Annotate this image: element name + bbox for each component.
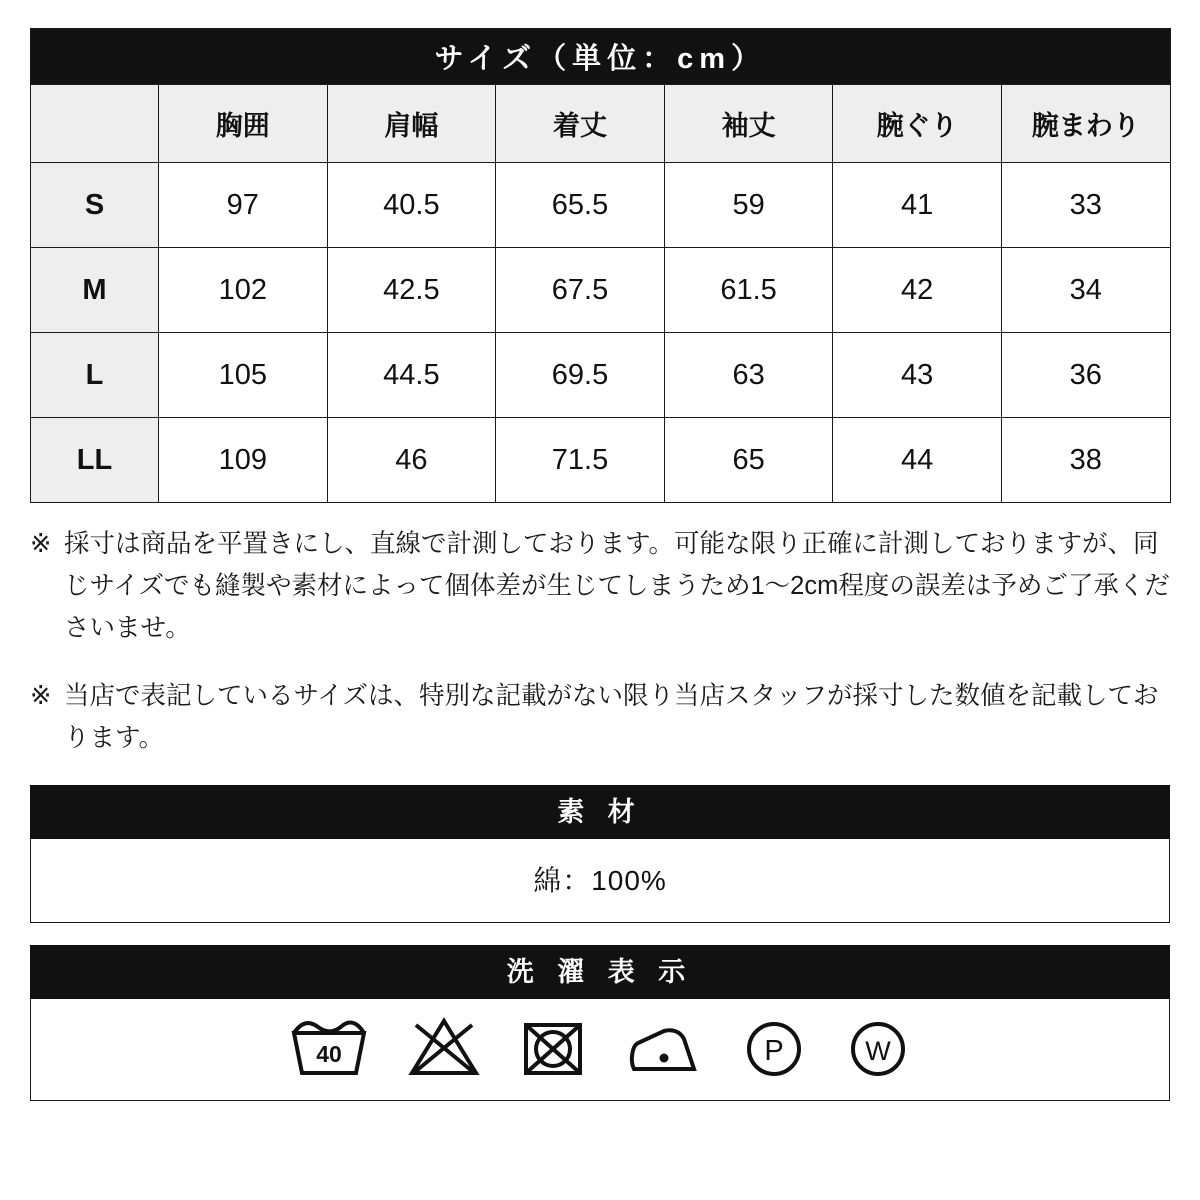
size-table-corner-cell xyxy=(31,85,159,163)
cell-s-shoulder: 40.5 xyxy=(327,163,496,248)
cell-m-sleeve: 61.5 xyxy=(664,248,833,333)
wash-tub-40-icon xyxy=(288,1013,370,1086)
table-row xyxy=(31,163,1171,248)
note-measurement xyxy=(30,523,1170,649)
cell-m-armhole: 42 xyxy=(833,248,1002,333)
size-table-title-row xyxy=(31,29,1171,85)
column-header-length: 着丈 xyxy=(496,85,665,163)
cell-s-length: 65.5 xyxy=(496,163,665,248)
size-table xyxy=(30,28,1171,503)
cell-ll-shoulder: 46 xyxy=(327,418,496,503)
svg-text:40: 40 xyxy=(316,1041,342,1068)
note-mark: ※ xyxy=(30,530,52,558)
table-row xyxy=(31,248,1171,333)
cell-s-armhole: 41 xyxy=(833,163,1002,248)
wetclean-w-icon xyxy=(844,1013,912,1086)
wash-banner: 洗 濯 表 示 xyxy=(30,945,1170,999)
table-row xyxy=(31,333,1171,418)
cell-ll-arm: 38 xyxy=(1001,418,1170,503)
measurement-notes xyxy=(30,523,1170,759)
cell-s-bust: 97 xyxy=(159,163,328,248)
wash-icon-row xyxy=(30,999,1170,1101)
cell-s-arm: 33 xyxy=(1001,163,1170,248)
row-label-ll: LL xyxy=(31,418,159,503)
no-tumble-dry-icon xyxy=(518,1013,588,1086)
size-table-title: サイズ（単位：cm） xyxy=(31,29,1171,85)
column-header-arm-circumference: 腕まわり xyxy=(1001,85,1170,163)
size-table-header-row xyxy=(31,85,1171,163)
material-value: 綿：100% xyxy=(30,839,1170,923)
note-text: 当店で表記しているサイズは、特別な記載がない限り当店スタッフが採寸した数値を記載しております。 xyxy=(64,682,1159,753)
note-staff-measured xyxy=(30,675,1170,759)
cell-ll-armhole: 44 xyxy=(833,418,1002,503)
column-header-armhole: 腕ぐり xyxy=(833,85,1002,163)
material-section xyxy=(30,785,1170,923)
iron-low-icon xyxy=(624,1013,704,1086)
note-text: 採寸は商品を平置きにし、直線で計測しております。可能な限り正確に計測しておりますが、同じサイズでも縫製や素材によって個体差が生じてしまうため1〜2cm程度の誤差は予めご了承くださいませ。 xyxy=(64,530,1170,643)
row-label-s: S xyxy=(31,163,159,248)
cell-ll-sleeve: 65 xyxy=(664,418,833,503)
svg-text:P: P xyxy=(764,1035,784,1068)
cell-ll-length: 71.5 xyxy=(496,418,665,503)
row-label-l: L xyxy=(31,333,159,418)
cell-l-armhole: 43 xyxy=(833,333,1002,418)
cell-l-arm: 36 xyxy=(1001,333,1170,418)
note-mark: ※ xyxy=(30,682,52,711)
column-header-bust: 胸囲 xyxy=(159,85,328,163)
cell-l-bust: 105 xyxy=(159,333,328,418)
material-banner: 素 材 xyxy=(30,785,1170,839)
cell-m-arm: 34 xyxy=(1001,248,1170,333)
cell-m-bust: 102 xyxy=(159,248,328,333)
row-label-m: M xyxy=(31,248,159,333)
no-bleach-icon xyxy=(406,1013,482,1086)
cell-m-length: 67.5 xyxy=(496,248,665,333)
cell-l-shoulder: 44.5 xyxy=(327,333,496,418)
svg-text:W: W xyxy=(865,1036,891,1067)
cell-l-length: 69.5 xyxy=(496,333,665,418)
cell-ll-bust: 109 xyxy=(159,418,328,503)
table-row xyxy=(31,418,1171,503)
cell-l-sleeve: 63 xyxy=(664,333,833,418)
dryclean-p-icon xyxy=(740,1013,808,1086)
column-header-shoulder: 肩幅 xyxy=(327,85,496,163)
cell-m-shoulder: 42.5 xyxy=(327,248,496,333)
column-header-sleeve: 袖丈 xyxy=(664,85,833,163)
wash-section xyxy=(30,945,1170,1101)
cell-s-sleeve: 59 xyxy=(664,163,833,248)
